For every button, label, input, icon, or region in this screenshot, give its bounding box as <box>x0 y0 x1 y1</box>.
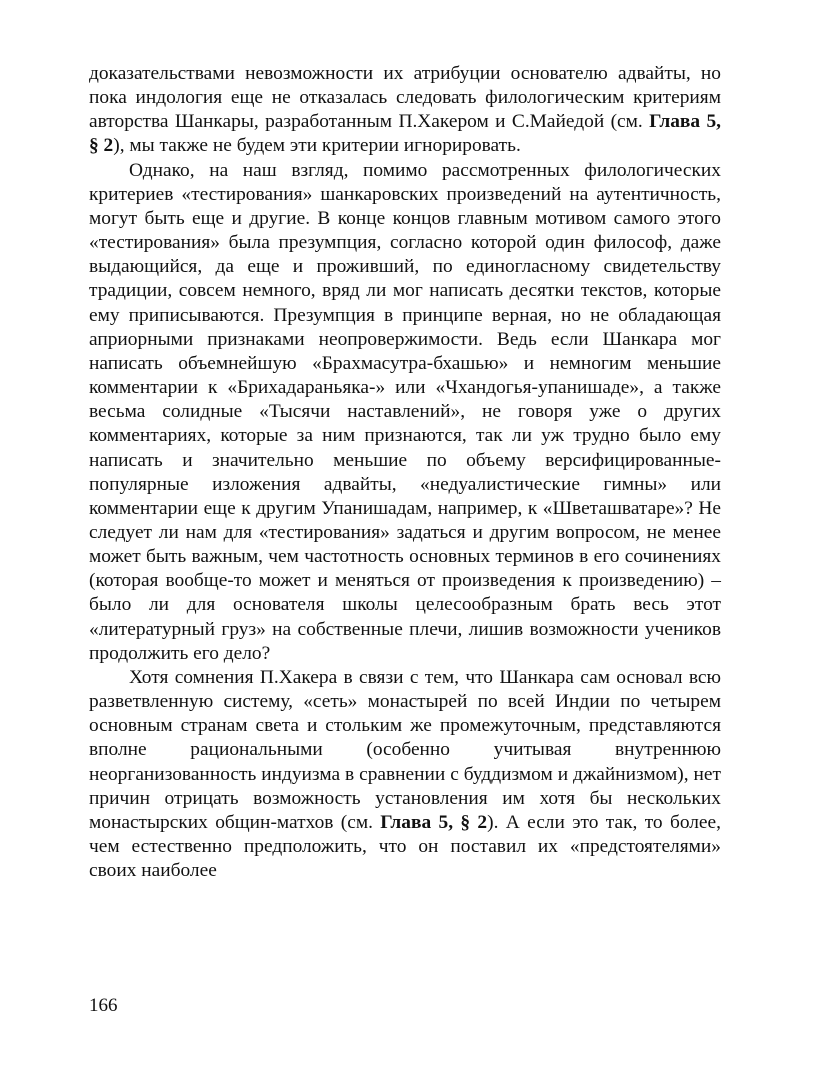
paragraph-3 <box>89 666 721 883</box>
chapter-reference: Глава 5, § 2 <box>89 111 721 157</box>
paragraph-1 <box>89 62 721 159</box>
chapter-reference: Глава 5, § 2 <box>380 811 488 833</box>
paragraph-2-text: Однако, на наш взгляд, помимо рассмотренных филологических критериев «тестирования» шанкаровских произведений на аутентичность, могут быть еще и другие. В конце концов главным мотивом самого этого «тестирования» была презумпция, согласно которой один философ, даже выдающийся, да еще и проживший, по единогласному свидетельству традиции, совсем немного, вряд ли мог написать десятки текстов, которые ему приписываются. Презумпция в принципе верная, но не обладающая априорными признаками неопровержимости. Ведь если Шанкара мог написать объемнейшую «Брахмасутра-бхашью» и немногим меньшие комментарии к «Брихадараньяка-» или «Чхандогья-упанишаде», а также весьма солидные «Тысячи наставлений», не говоря уже о других комментариях, которые за ним признаются, так ли уж трудно было ему написать и значительно меньшие по объему версифицированные-популярные изложения адвайты, «недуалистические гимны» или комментарии еще к другим Упанишадам, например, к «Шветашватаре»? Не следует ли нам для «тестирования» задаться и другим вопросом, не менее может быть важным, чем частотность основных терминов в его сочинениях (которая вообще-то может и меняться от произведения к произведению) – было ли для основателя школы целесообразным брать весь этот «литературный груз» на собственные плечи, лишив возможности учеников продолжить его дело? <box>89 159 721 664</box>
paragraph-1-text-1: доказательствами невозможности их атрибуции основателю адвайты, но пока индология еще не отказалась следовать филологическим критериям авторства Шанкары, разработанным П.Хакером и С.Майедой (см. <box>89 63 721 133</box>
body-text <box>89 62 721 883</box>
paragraph-2 <box>89 159 721 666</box>
paragraph-1-text-2: ), мы также не будем эти критерии игнорировать. <box>113 135 521 157</box>
paragraph-3-text-1: Хотя сомнения П.Хакера в связи с тем, что Шанкара сам основал всю разветвленную систему, «сеть» монастырей по всей Индии по четырем основным странам света и стольким же промежуточным, представляются вполне рациональными (особенно учитывая внутреннюю неорганизованность индуизма в сравнении с буддизмом и джайнизмом), нет причин отрицать возможность установления им хотя бы нескольких монастырских общин-матхов (см. <box>89 666 721 833</box>
paragraph-3-text-2: ). А если это так, то более, чем естественно предположить, что он поставил их «предстоятелями» своих наиболее <box>89 811 721 882</box>
page-number: 166 <box>89 995 118 1016</box>
